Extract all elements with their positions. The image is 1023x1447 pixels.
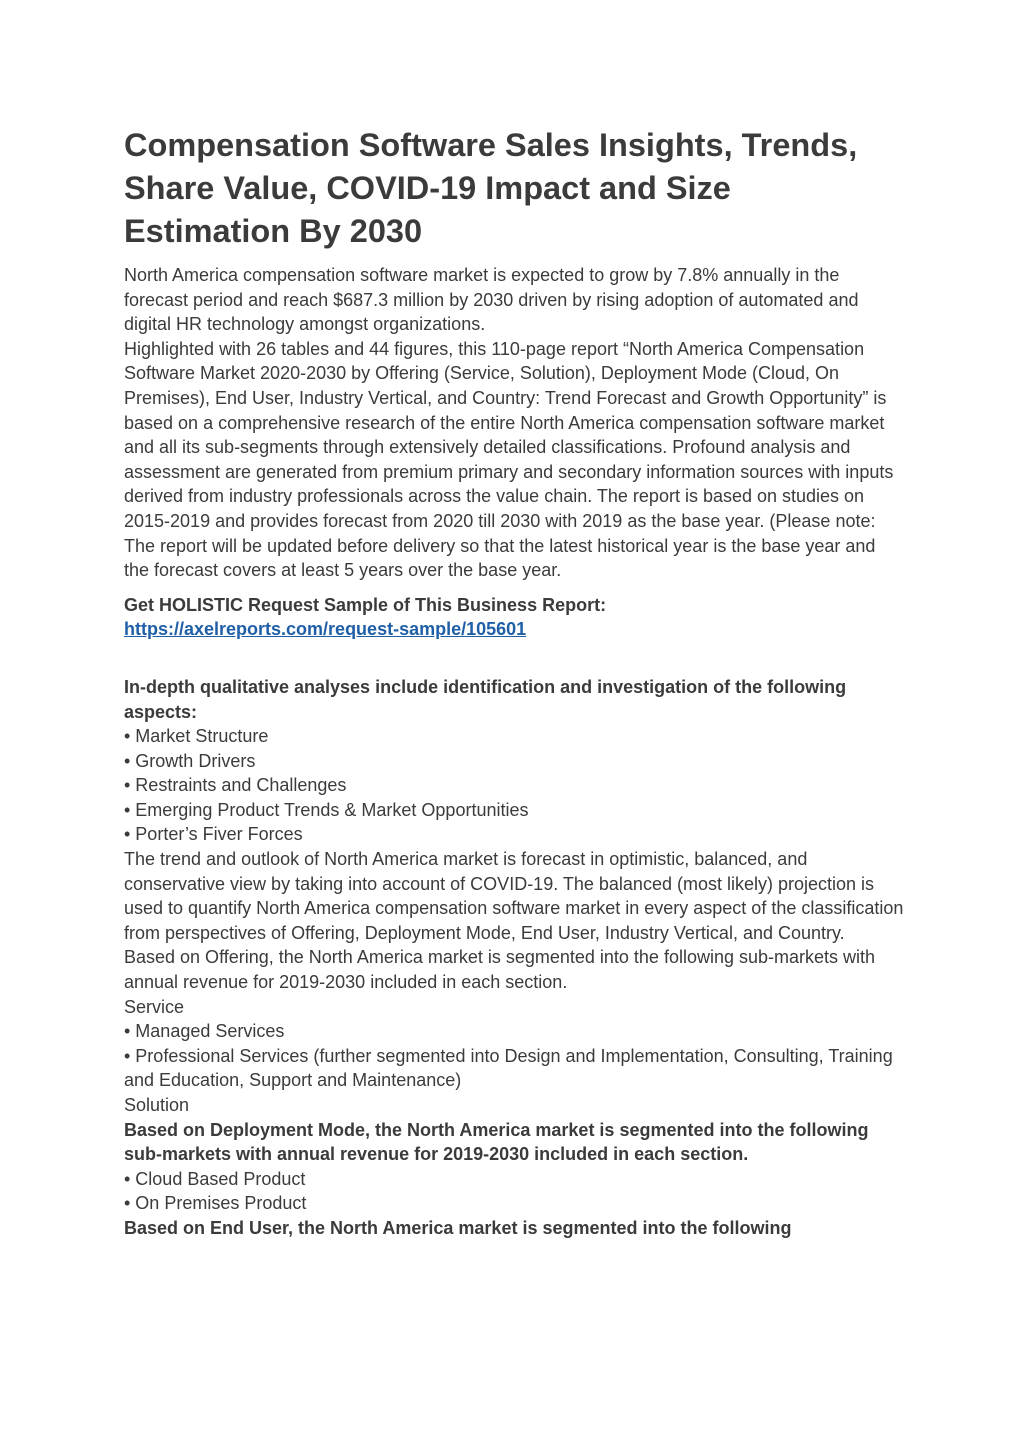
offering-intro: Based on Offering, the North America market is segmented into the following sub-markets with annual revenue for 2019-2030 included in each section. bbox=[124, 947, 876, 993]
document-title: Compensation Software Sales Insights, Trends, Share Value, COVID-19 Impact and Size Estimation By 2030 bbox=[124, 127, 858, 249]
deployment-item: • On Premises Product bbox=[124, 1193, 307, 1214]
intro-paragraph: North America compensation software market is expected to grow by 7.8% annually in the forecast period and reach $687.3 million by 2030 driven by rising adoption of automated and digital HR technology amongst organizations. bbox=[124, 265, 859, 335]
aspect-item: • Market Structure bbox=[124, 726, 269, 747]
enduser-heading: Based on End User, the North America market is segmented into the following bbox=[124, 1217, 792, 1238]
aspect-item: • Emerging Product Trends & Market Opportunities bbox=[124, 799, 529, 820]
aspect-item: • Growth Drivers bbox=[124, 750, 256, 771]
solution-label: Solution bbox=[124, 1095, 190, 1115]
sample-link[interactable]: https://axelreports.com/request-sample/105601 bbox=[124, 619, 527, 640]
document-content bbox=[124, 124, 904, 1241]
aspect-item: • Porter’s Fiver Forces bbox=[124, 824, 303, 845]
analyses-heading: In-depth qualitative analyses include identification and investigation of the following aspects: bbox=[124, 676, 847, 722]
service-item: • Professional Services (further segmented into Design and Implementation, Consulting, Training and Education, Support and Maintenance) bbox=[124, 1045, 893, 1091]
service-label: Service bbox=[124, 996, 185, 1017]
outlook-paragraph: The trend and outlook of North America market is forecast in optimistic, balanced, and conservative view by taking into account of COVID-19. The balanced (most likely) projection is used to quantify North America compensation software market in every aspect of the classification from perspectives of Offering, Deployment Mode, End User, Industry Vertical, and Country. bbox=[124, 849, 904, 943]
aspect-item: • Restraints and Challenges bbox=[124, 775, 347, 796]
deployment-heading: Based on Deployment Mode, the North America market is segmented into the following sub-markets with annual revenue for 2019-2030 included in each section. bbox=[124, 1119, 869, 1165]
service-item: • Managed Services bbox=[124, 1021, 285, 1042]
sample-label: Get HOLISTIC Request Sample of This Business Report: bbox=[124, 594, 607, 615]
deployment-item: • Cloud Based Product bbox=[124, 1168, 306, 1189]
report-description: Highlighted with 26 tables and 44 figures, this 110-page report “North America Compensation Software Market 2020-2030 by Offering (Service, Solution), Deployment Mode (Cloud, On Premises), End User, Industry Vertical, and Country: Trend Forecast and Growth Opportunity” is based on a comprehensive research of the entire North America compensation software market and all its sub-segments through extensively detailed classifications. Profound analysis and assessment are generated from premium primary and secondary information sources with inputs derived from industry professionals across the value chain. The report is based on studies on 2015-2019 and provides forecast from 2020 till 2030 with 2019 as the base year. (Please note: The report will be updated before delivery so that the latest historical year is the base year and the forecast covers at least 5 years over the base year. bbox=[124, 338, 894, 581]
